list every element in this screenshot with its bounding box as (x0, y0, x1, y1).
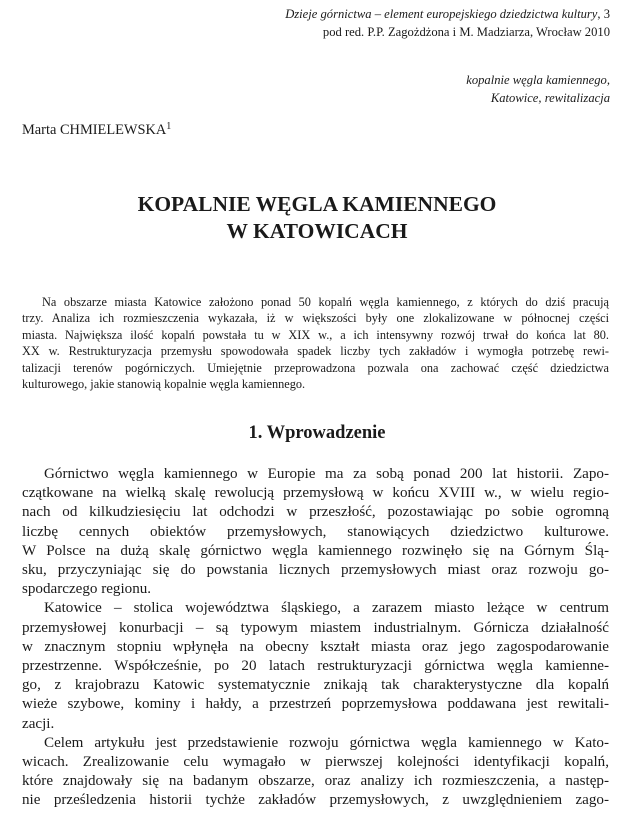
abstract-line: Na obszarze miasta Katowice założono ponad 50 kopalń węgla kamiennego, z których do dziś pracują (42, 295, 609, 309)
abstract-line: trzy. Analiza ich rozmieszczenia wykazała, iż w większości były one zlokalizowane w północnej części (22, 311, 609, 326)
body-line: nie prześledzenia historii tychże zakładów przemysłowych, z uwzględnieniem zago- (22, 792, 609, 809)
article-title-line-2: W KATOWICACH (226, 219, 408, 243)
keywords-line-1: kopalnie węgla kamiennego, (466, 73, 610, 87)
body-paragraph (22, 465, 609, 599)
body-line: w znacznym stopniu wpłynęła na obecny kształt miasta oraz jego zagospodarowanie (22, 638, 609, 655)
body-line: W Polsce na dużą skalę górnictwo węgla kamiennego rozwinęło się na Górnym Ślą- (22, 542, 609, 559)
author-footnote-mark: 1 (166, 121, 172, 132)
article-title-line-1: KOPALNIE WĘGLA KAMIENNEGO (137, 192, 497, 216)
author-name: Marta CHMIELEWSKA (22, 122, 167, 138)
running-header (10, 6, 610, 41)
body-paragraph (22, 599, 609, 733)
body-line: sku, przyczyniając się do powstania licznych przemysłowych miast oraz rozwoju go- (22, 562, 609, 579)
body-line: przemysłowej konurbacji – są typowym miastem industrialnym. Górnicza działalność (22, 619, 609, 636)
journal-series-title: Dzieje górnictwa – element europejskiego dziedzictwa kultury (285, 7, 598, 21)
abstract-line: miasta. Największa ilość kopalń powstała tu w XIX w., a ich intensywny rozwój trwał do końca lat 80. (22, 327, 609, 342)
body-line: czątkowane na wielką skalę rewolucją przemysłową w końcu XVIII w., w wielu regio- (22, 485, 609, 502)
body-line: wieże szybowe, kominy i hałdy, a przestrzeń poprzemysłowa poddawana jest rewitali- (22, 696, 609, 713)
body-line: Katowice – stolica województwa śląskiego, a zarazem miasto leżące w centrum (44, 600, 609, 617)
body-line: przestrzenne. Współcześnie, po 20 latach restrukturyzacji górnictwa węgla kamienne- (22, 658, 609, 675)
author (22, 121, 171, 139)
body-line: które znajdowały się na badanym obszarze, oraz analizy ich rozmieszczenia, a następ- (22, 773, 609, 790)
body-text (22, 465, 609, 811)
abstract-line: kulturowego, jakie stanowią kopalnie węgla kamiennego. (22, 377, 306, 392)
body-line: nach od kilkudziesięciu lat odchodzi w przeszłość, pozostawiając po sobie ogromną (22, 504, 609, 521)
keywords-block (466, 72, 610, 107)
body-line: go, z krajobrazu Katowic systematycznie znikają tak charakterystyczne dla kopalń (22, 677, 609, 694)
abstract-line: XX w. Restrukturyzacja przemysłu spowodowała spadek liczby tych zakładów i wymogła potrzebę rewi- (22, 344, 609, 359)
abstract-line: talizacji terenów pogórniczych. Umiejętnie przeprowadzona pozwala ona zachować część dziedzictwa (22, 360, 609, 375)
body-line: liczbę cennych obiektów przemysłowych, stanowiących dziedzictwo kulturowe. (22, 523, 609, 540)
journal-volume: , 3 (597, 7, 610, 21)
body-line: Celem artykułu jest przedstawienie rozwoju górnictwa węgla kamiennego w Kato- (44, 734, 609, 751)
section-heading: 1. Wprowadzenie (248, 423, 386, 443)
journal-editors-line: pod red. P.P. Zagożdżona i M. Madziarza, Wrocław 2010 (322, 24, 610, 39)
body-line: Górnictwo węgla kamiennego w Europie ma za sobą ponad 200 lat historii. Zapo- (44, 466, 609, 482)
abstract (22, 294, 609, 392)
body-line: spodarczego regionu. (22, 581, 152, 598)
journal-series-line (10, 6, 610, 24)
body-line: wicach. Zrealizowanie celu wymagało w pierwszej kolejności identyfikacji kopalń, (22, 754, 609, 771)
keywords-line-2: Katowice, rewitalizacja (490, 90, 610, 105)
body-line: zacji. (22, 715, 55, 732)
body-paragraph (22, 734, 609, 811)
article-title (0, 191, 634, 245)
